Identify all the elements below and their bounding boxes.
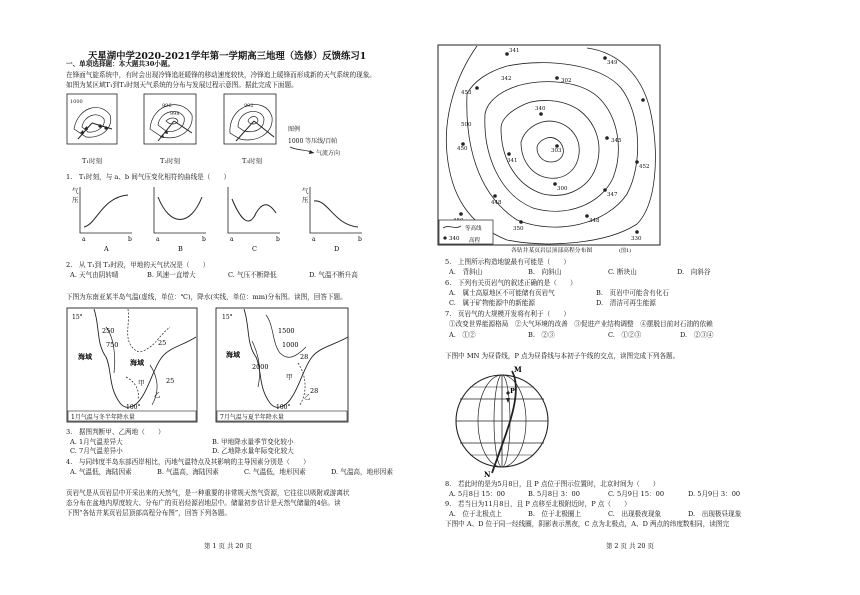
q5-option-c[interactable]: C. 断块山 xyxy=(608,268,637,276)
q4-option-b[interactable]: B. 气温高，海陆因素 xyxy=(157,468,219,476)
question-3-stem: 3. 据图判断甲、乙两地（ ） xyxy=(66,428,165,436)
q5-option-a[interactable]: A. 背斜山 xyxy=(449,268,483,276)
label-p: P xyxy=(510,387,515,395)
svg-text:100°: 100° xyxy=(276,404,291,411)
q3-option-a[interactable]: A. 1月气温差异大 xyxy=(70,438,123,446)
legend-isobar: 1000 等压线/百帕 xyxy=(288,138,338,145)
isobar-label: 998 xyxy=(170,111,180,117)
q6-option-a[interactable]: A. 属土高原地区不可能储有页岩气 xyxy=(449,289,555,297)
q5-option-d[interactable]: D. 向斜谷 xyxy=(677,268,711,276)
svg-text:349: 349 xyxy=(607,60,618,66)
question-6-stem: 6. 下列有关页岩气的叙述正确的是（ ） xyxy=(445,279,577,287)
page-title: 天星湖中学2020-2021学年第一学期高三地理（选修）反馈练习1 xyxy=(88,51,367,62)
svg-text:340: 340 xyxy=(535,106,546,112)
svg-text:气: 气 xyxy=(72,187,79,195)
curve-option-c xyxy=(228,187,280,253)
svg-text:25: 25 xyxy=(166,377,175,385)
svg-text:乙: 乙 xyxy=(304,393,311,401)
svg-text:b: b xyxy=(358,236,362,243)
legend-elevation: 高程 xyxy=(469,238,481,244)
svg-text:345: 345 xyxy=(611,138,622,144)
q6-option-d[interactable]: D. 清洁可再生能源 xyxy=(596,299,656,307)
svg-text:341: 341 xyxy=(507,158,518,164)
q3-option-d[interactable]: D. 乙地降水量年际变化较大 xyxy=(212,447,294,455)
flow-arrow-icon xyxy=(309,150,314,154)
q9-option-c[interactable]: C. 出现极夜现象 xyxy=(608,510,662,518)
svg-text:压: 压 xyxy=(72,196,79,204)
q8-option-b[interactable]: B. 5月8日 3：00 xyxy=(528,490,580,498)
t2-panel xyxy=(144,94,196,144)
svg-text:海域: 海域 xyxy=(130,358,144,367)
q3-option-b[interactable]: B. 甲地降水量季节变化较小 xyxy=(212,438,294,446)
svg-text:a: a xyxy=(156,236,160,243)
t3-panel xyxy=(224,94,276,144)
intro-paragraph-1-line-1: 在锋面气旋系统中，有时会出现冷锋追赶暖锋的移动速度较快，冷锋追上暖锋而形成新的天气系统的现象。 xyxy=(66,71,376,79)
svg-text:750: 750 xyxy=(106,341,119,349)
pressure-curves-figure xyxy=(66,183,366,255)
curve-option-a xyxy=(72,186,132,253)
globe-terminator-figure xyxy=(442,363,562,481)
january-caption: 1月气温与冬半年降水量 xyxy=(71,414,135,421)
weather-system-figure xyxy=(66,93,356,171)
question-7-items: ①改变世界能源格局 ②大气环境的改善 ③促进产业结构调整 ④摆脱目前对石油的依赖 xyxy=(449,320,713,328)
svg-text:250: 250 xyxy=(102,327,115,335)
time-label-t3: T₃时刻 xyxy=(242,157,262,165)
option-label: B xyxy=(178,245,183,253)
intro-paragraph-5: 下图中 A、D 位于同一经线圈，阴影表示黑夜，C 点为北极点，A、D 两点的纬度数相同，读图完 xyxy=(445,520,730,528)
q9-option-d[interactable]: D. 出现极昼现象 xyxy=(688,510,742,518)
svg-text:15°: 15° xyxy=(72,314,83,321)
svg-text:303: 303 xyxy=(551,148,562,154)
q8-option-c[interactable]: C. 5月9日 15：00 xyxy=(608,490,665,498)
svg-text:压: 压 xyxy=(302,196,309,204)
svg-text:气: 气 xyxy=(302,187,309,195)
q7-option-a[interactable]: A. ①② xyxy=(449,331,476,339)
svg-text:448: 448 xyxy=(491,200,502,206)
isobar-label: 992 xyxy=(244,103,254,109)
q2-option-c[interactable]: C. 气压不断降低 xyxy=(228,271,277,279)
question-5-stem: 5. 上图所示构造地貌最有可能是（ ） xyxy=(445,258,570,266)
intro-paragraph-3-line-3: 下图“各钻井某页岩层顶部高程分布图”，回答下列各题。 xyxy=(66,509,231,517)
page-number-right: 第 2 页 共 20 页 xyxy=(606,542,654,550)
svg-text:341: 341 xyxy=(509,48,520,54)
svg-text:340: 340 xyxy=(449,236,460,242)
july-map xyxy=(216,308,348,422)
contour-caption: 各钻井某页岩层顶部高程分布图 xyxy=(511,248,593,254)
shale-contour-map xyxy=(437,44,663,254)
question-4-stem: 4. 与同纬度半岛东部西岸相比，丙地气温特点及其影响的主导因素分别是（ ） xyxy=(66,458,310,466)
curve-option-d xyxy=(302,186,362,253)
q4-option-a[interactable]: A. 气温低，海陆因素 xyxy=(70,468,132,476)
q8-option-d[interactable]: D. 5月9日 3：00 xyxy=(688,490,741,498)
question-2-stem: 2. 从 T₁到 T₃时段，甲地的天气状况是（ ） xyxy=(66,261,210,269)
svg-text:甲: 甲 xyxy=(286,373,293,381)
section-heading: 一、单项选择题：本大题共30小题。 xyxy=(66,60,175,68)
peninsula-climate-maps xyxy=(66,307,356,425)
svg-text:乙: 乙 xyxy=(154,391,161,399)
q9-option-a[interactable]: A. 位于北极点上 xyxy=(449,510,503,518)
svg-text:302: 302 xyxy=(561,78,572,84)
svg-text:28: 28 xyxy=(300,353,309,361)
q7-option-b[interactable]: B. ②③ xyxy=(528,331,555,339)
svg-text:1500: 1500 xyxy=(278,327,295,335)
isobar-label: 1000 xyxy=(70,99,83,105)
svg-text:300: 300 xyxy=(557,186,568,192)
q7-option-d[interactable]: D. ②③④ xyxy=(680,331,714,339)
q4-option-d[interactable]: D. 气温高，地形因素 xyxy=(331,468,393,476)
july-caption: 7月气温与夏半年降水量 xyxy=(220,414,284,421)
svg-text:b: b xyxy=(276,236,280,243)
q2-option-a[interactable]: A. 天气由阴转晴 xyxy=(70,271,119,279)
label-m: M xyxy=(514,365,522,374)
svg-text:1000: 1000 xyxy=(282,341,299,349)
intro-paragraph-2: 下图为东南亚某半岛气温(虚线，单位：℃)，降水(实线，单位：mm)分布图。读图，回答下题。 xyxy=(66,293,347,301)
option-label: D xyxy=(334,245,340,253)
svg-text:a: a xyxy=(230,236,234,243)
question-7-stem: 7. 页岩气的大规模开发将有利于（ ） xyxy=(445,310,570,318)
time-label-t2: T₂时刻 xyxy=(160,157,180,165)
intro-paragraph-3-line-1: 页岩气是从页岩层中开采出来的天然气，是一种重要的非常规天然气资源，它往往以吸附或游离状 xyxy=(66,489,350,497)
intro-paragraph-3-line-2: 态分布在盆地内厚度较大、分布广的页岩烃源岩地层中。储量初步估计是天然气储量的4倍。读 xyxy=(66,499,341,507)
svg-text:b: b xyxy=(128,236,132,243)
page-number-left: 第 1 页 共 20 页 xyxy=(204,542,252,550)
time-label-t1: T₁时刻 xyxy=(82,157,102,165)
svg-text:海域: 海域 xyxy=(226,350,240,359)
svg-text:b: b xyxy=(202,236,206,243)
svg-text:甲: 甲 xyxy=(138,379,145,387)
label-n: N xyxy=(484,470,491,479)
svg-text:350: 350 xyxy=(513,226,524,232)
q7-option-c[interactable]: C. ①②③ xyxy=(608,331,642,339)
legend-title: 图例 xyxy=(288,126,301,133)
svg-text:15°: 15° xyxy=(222,314,233,321)
q2-option-d[interactable]: D. 气温不断升高 xyxy=(309,271,358,279)
curve-option-b xyxy=(154,187,206,253)
svg-text:28: 28 xyxy=(310,387,319,395)
svg-text:2000: 2000 xyxy=(252,363,269,371)
q8-option-a[interactable]: A. 5月8日 15：00 xyxy=(449,490,506,498)
intro-paragraph-4: 下图中 MN 为昼昏线，P 点为昼昏线与本初子午线的交点，读图完成下列各题。 xyxy=(445,352,680,360)
svg-text:347: 347 xyxy=(607,192,618,198)
svg-text:(图1): (图1) xyxy=(619,248,632,254)
svg-text:348: 348 xyxy=(589,218,600,224)
q6-option-c[interactable]: C. 属于矿物能源中的新能源 xyxy=(449,299,536,307)
svg-text:100°: 100° xyxy=(126,404,141,411)
option-label: C xyxy=(252,245,257,253)
svg-text:330: 330 xyxy=(631,236,642,242)
svg-text:a: a xyxy=(312,236,316,243)
question-9-stem: 9. 若当日为11月8日，且 P 点移至北极附近时，P 点（ ） xyxy=(445,500,631,508)
svg-text:342: 342 xyxy=(501,76,512,82)
svg-text:453: 453 xyxy=(461,90,472,96)
q4-option-c[interactable]: C. 气温低，地形因素 xyxy=(244,468,306,476)
legend-contour: 等高线 xyxy=(465,226,482,232)
svg-text:452: 452 xyxy=(639,164,650,170)
legend-flow: 气流方向 xyxy=(316,150,341,157)
svg-text:450: 450 xyxy=(457,146,468,152)
q3-option-c[interactable]: C. 7月气温差异小 xyxy=(70,447,123,455)
svg-text:海域: 海域 xyxy=(78,352,92,361)
question-8-stem: 8. 若此时的是为5月8日，且 P 点位于图示位置时，北京时间为（ ） xyxy=(445,480,660,488)
svg-text:500: 500 xyxy=(461,122,472,128)
option-label: A xyxy=(104,245,109,253)
intro-paragraph-1-line-2: 如图为某区域T₁到T₃时刻天气系统的分布与发展过程示意图。据此完成下面题。 xyxy=(66,81,298,89)
q6-option-b[interactable]: B. 页岩中可能含有化石 xyxy=(596,289,669,297)
question-1-stem: 1. T₁时刻，与 a、b 间气压变化相符的曲线是（ ） xyxy=(66,173,231,181)
q2-option-b[interactable]: B. 风速一直增大 xyxy=(147,271,196,279)
svg-text:25: 25 xyxy=(158,339,167,347)
january-map xyxy=(67,308,197,422)
isobar-label: 996 xyxy=(162,103,172,109)
q9-option-b[interactable]: B. 位于北极圈上 xyxy=(528,510,582,518)
q5-option-b[interactable]: B. 向斜山 xyxy=(528,268,562,276)
svg-text:a: a xyxy=(82,236,86,243)
t1-panel xyxy=(67,94,117,144)
